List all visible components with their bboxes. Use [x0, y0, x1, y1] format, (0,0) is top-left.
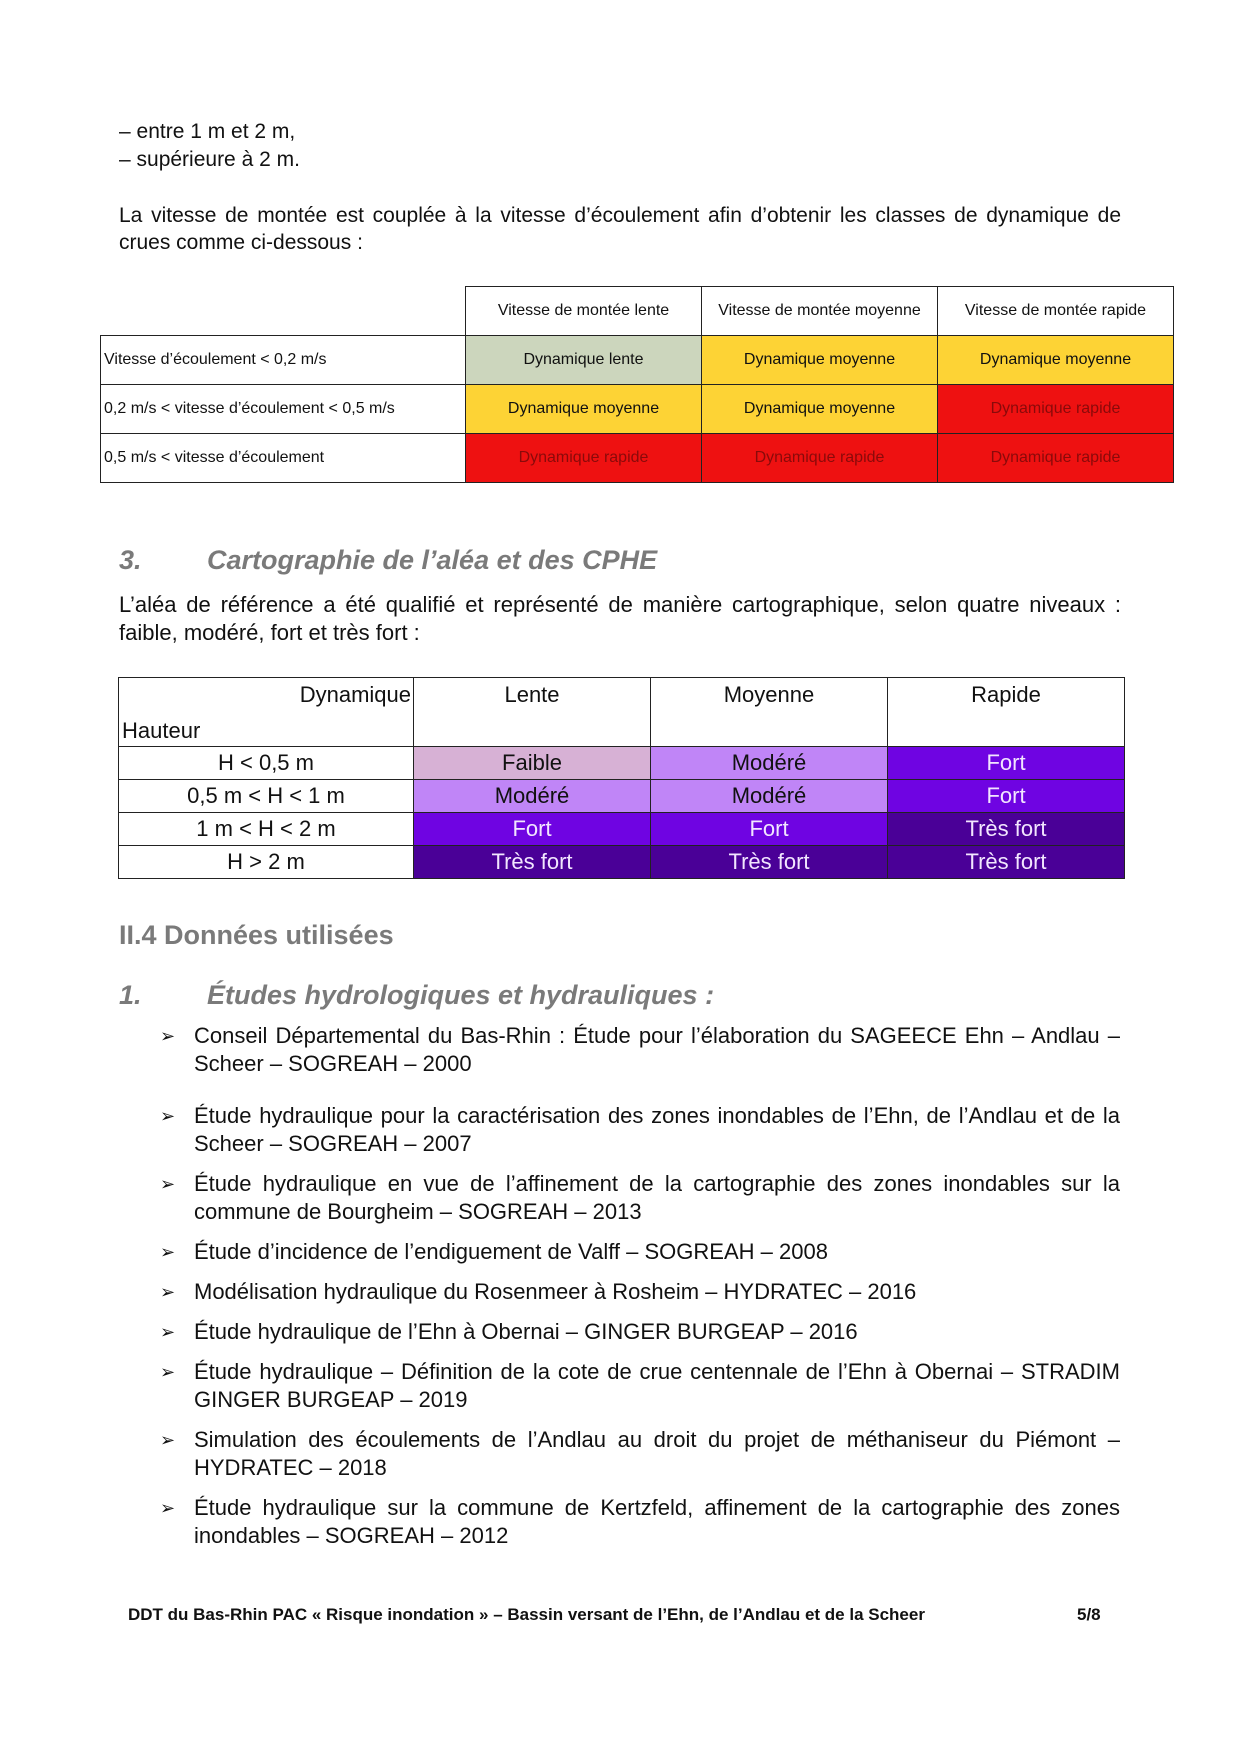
- hazard-cell: Très fort: [651, 846, 888, 879]
- list-item: ➢ Modélisation hydraulique du Rosenmeer à Rosheim – HYDRATEC – 2016: [160, 1279, 917, 1304]
- list-item: ➢ Étude hydraulique en vue de l’affinement de la cartographie des zones inondables sur la commune de Bourgheim – SOGREAH – 2013: [160, 1171, 1120, 1224]
- column-header: Vitesse de montée moyenne: [702, 287, 938, 336]
- row-label: H < 0,5 m: [119, 747, 414, 780]
- list-item: ➢ Simulation des écoulements de l’Andlau au droit du projet de méthaniseur du Piémont – HYDRATEC – 2018: [160, 1427, 1120, 1480]
- hazard-cell: Fort: [888, 780, 1125, 813]
- hazard-table: [118, 677, 1125, 879]
- dash-line-1: – entre 1 m et 2 m,: [119, 120, 296, 143]
- list-item: ➢ Étude d’incidence de l’endiguement de Valff – SOGREAH – 2008: [160, 1239, 828, 1264]
- row-label: 0,5 m/s < vitesse d’écoulement: [101, 434, 466, 483]
- hazard-cell: Modéré: [414, 780, 651, 813]
- corner-label-dynamique: Dynamique: [299, 682, 411, 707]
- dynamic-cell: Dynamique rapide: [702, 434, 938, 483]
- dynamics-table: [100, 286, 1174, 483]
- arrow-bullet-icon: ➢: [160, 1174, 176, 1194]
- row-label: 0,5 m < H < 1 m: [119, 780, 414, 813]
- table-row: [101, 385, 1174, 434]
- dynamic-cell: Dynamique rapide: [938, 434, 1174, 483]
- column-header: Vitesse de montée rapide: [938, 287, 1174, 336]
- list-item: ➢ Étude hydraulique pour la caractérisation des zones inondables de l’Ehn, de l’Andlau et de la Scheer – SOGREAH – 2007: [160, 1103, 1120, 1156]
- corner-cell: [119, 678, 414, 747]
- arrow-bullet-icon: ➢: [160, 1282, 176, 1302]
- dynamic-cell: Dynamique lente: [466, 336, 702, 385]
- column-header: Vitesse de montée lente: [466, 287, 702, 336]
- intro-paragraph: La vitesse de montée est couplée à la vitesse d’écoulement afin d’obtenir les classes de dynamique de crues comme ci-dessous :: [119, 204, 1121, 254]
- page-number: 5/8: [1077, 1605, 1101, 1624]
- table-row: [101, 336, 1174, 385]
- dynamic-cell: Dynamique rapide: [466, 434, 702, 483]
- arrow-bullet-icon: ➢: [160, 1430, 176, 1450]
- section-ii4-heading: II.4 Données utilisées: [119, 920, 394, 950]
- section-3-paragraph: L’aléa de référence a été qualifié et représenté de manière cartographique, selon quatre niveaux : faible, modéré, fort et très fort :: [119, 592, 1121, 645]
- dash-line-2: – supérieure à 2 m.: [119, 148, 300, 171]
- section-number: 3.: [119, 545, 142, 575]
- hazard-cell: Modéré: [651, 747, 888, 780]
- page-footer: DDT du Bas-Rhin PAC « Risque inondation » – Bassin versant de l’Ehn, de l’Andlau et de la Scheer: [128, 1605, 925, 1624]
- table-header-row: [119, 678, 1125, 747]
- hazard-cell: Fort: [888, 747, 1125, 780]
- list-item: ➢ Conseil Départemental du Bas-Rhin : Étude pour l’élaboration du SAGEECE Ehn – Andlau – Scheer – SOGREAH – 2000: [160, 1023, 1120, 1076]
- hazard-cell: Fort: [651, 813, 888, 846]
- hazard-cell: Très fort: [414, 846, 651, 879]
- dynamic-cell: Dynamique moyenne: [466, 385, 702, 434]
- table-row: [119, 747, 1125, 780]
- table-row: [101, 434, 1174, 483]
- table-row: [119, 813, 1125, 846]
- column-header: Rapide: [888, 678, 1125, 747]
- arrow-bullet-icon: ➢: [160, 1242, 176, 1262]
- dynamic-cell: Dynamique moyenne: [702, 385, 938, 434]
- corner-cell: [101, 287, 466, 336]
- corner-label-hauteur: Hauteur: [122, 718, 201, 743]
- hazard-cell: Modéré: [651, 780, 888, 813]
- subsection-title: Études hydrologiques et hydrauliques :: [207, 980, 715, 1010]
- section-title: Cartographie de l’aléa et des CPHE: [207, 545, 658, 575]
- table-row: [119, 780, 1125, 813]
- dynamic-cell: Dynamique moyenne: [702, 336, 938, 385]
- list-item: ➢ Étude hydraulique – Définition de la cote de crue centennale de l’Ehn à Obernai – STRADIM GINGER BURGEAP – 2019: [160, 1359, 1120, 1412]
- table-row: [119, 846, 1125, 879]
- row-label: Vitesse d’écoulement < 0,2 m/s: [101, 336, 466, 385]
- arrow-bullet-icon: ➢: [160, 1106, 176, 1126]
- dynamic-cell: Dynamique moyenne: [938, 336, 1174, 385]
- subsection-number: 1.: [119, 980, 142, 1010]
- arrow-bullet-icon: ➢: [160, 1498, 176, 1518]
- column-header: Lente: [414, 678, 651, 747]
- hazard-cell: Fort: [414, 813, 651, 846]
- hazard-cell: Faible: [414, 747, 651, 780]
- arrow-bullet-icon: ➢: [160, 1362, 176, 1382]
- row-label: H > 2 m: [119, 846, 414, 879]
- section-3-heading: [119, 545, 657, 576]
- row-label: 1 m < H < 2 m: [119, 813, 414, 846]
- list-item: ➢ Étude hydraulique de l’Ehn à Obernai – GINGER BURGEAP – 2016: [160, 1319, 858, 1344]
- hazard-cell: Très fort: [888, 846, 1125, 879]
- row-label: 0,2 m/s < vitesse d’écoulement < 0,5 m/s: [101, 385, 466, 434]
- dynamic-cell: Dynamique rapide: [938, 385, 1174, 434]
- arrow-bullet-icon: ➢: [160, 1322, 176, 1342]
- list-item: ➢ Étude hydraulique sur la commune de Kertzfeld, affinement de la cartographie des zones inondables – SOGREAH – 2012: [160, 1495, 1120, 1548]
- subsection-1-heading: [119, 980, 714, 1011]
- arrow-bullet-icon: ➢: [160, 1026, 176, 1046]
- column-header: Moyenne: [651, 678, 888, 747]
- hazard-cell: Très fort: [888, 813, 1125, 846]
- table-header-row: [101, 287, 1174, 336]
